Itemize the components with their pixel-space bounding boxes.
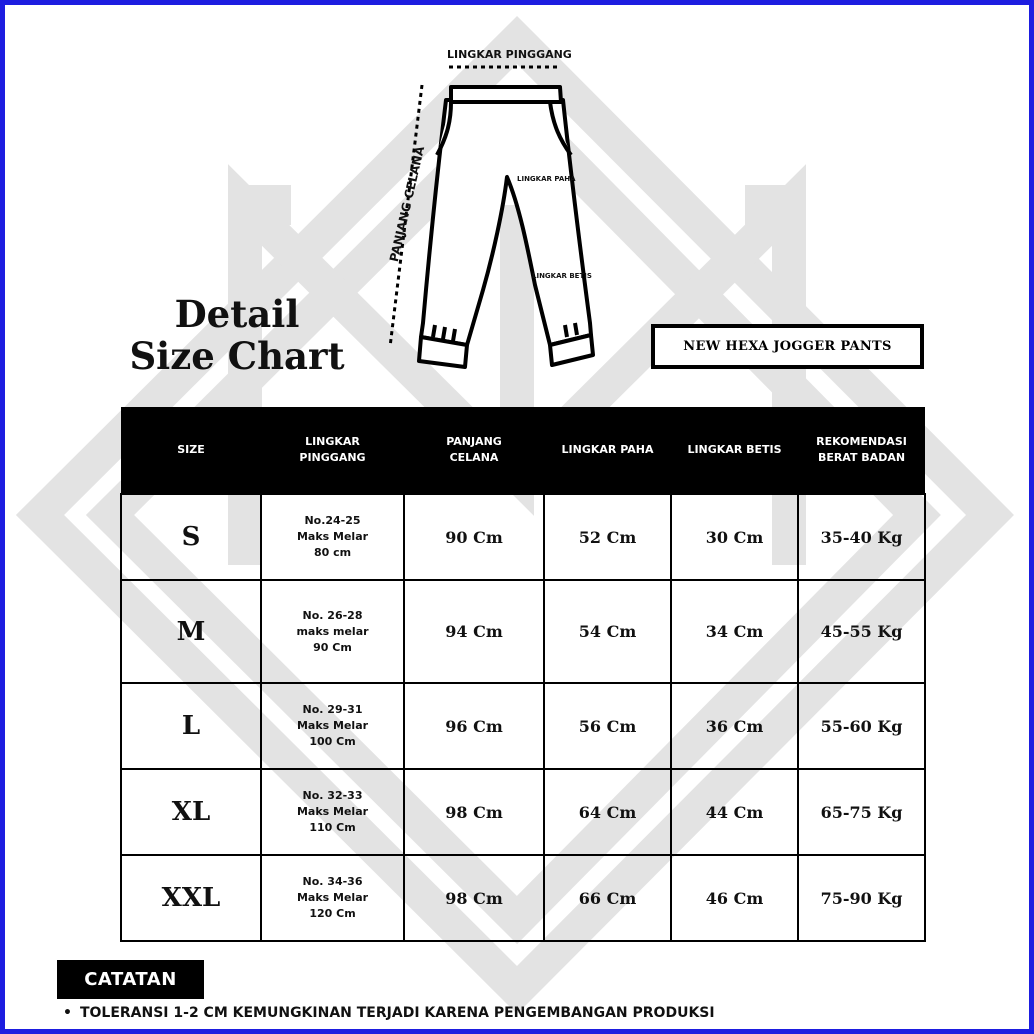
header-calf: LINGKAR BETIS	[671, 407, 798, 494]
note-item: • TOLERANSI 1-2 CM KEMUNGKINAN TERJADI KARENA PENGEMBANGAN PRODUKSI	[63, 1005, 715, 1021]
calf-cell: 46 Cm	[671, 855, 798, 941]
calf-cell: 34 Cm	[671, 580, 798, 683]
header-waist: LINGKAR PINGGANG	[261, 407, 404, 494]
waist-cell: No. 32-33 Maks Melar 110 Cm	[261, 769, 404, 855]
header-thigh: LINGKAR PAHA	[544, 407, 671, 494]
header-size: SIZE	[121, 407, 261, 494]
thigh-cell: 54 Cm	[544, 580, 671, 683]
thigh-cell: 52 Cm	[544, 494, 671, 580]
length-measure-label: PANJANG CELANA	[386, 144, 428, 264]
size-cell: XL	[121, 769, 261, 855]
calf-cell: 36 Cm	[671, 683, 798, 769]
calf-cell: 30 Cm	[671, 494, 798, 580]
calf-cell: 44 Cm	[671, 769, 798, 855]
notes-list	[63, 1005, 715, 1021]
table-row	[121, 580, 925, 683]
weight-cell: 65-75 Kg	[798, 769, 925, 855]
waist-cell: No. 34-36 Maks Melar 120 Cm	[261, 855, 404, 941]
waist-cell: No. 29-31 Maks Melar 100 Cm	[261, 683, 404, 769]
product-name-badge	[651, 324, 924, 369]
size-cell: L	[121, 683, 261, 769]
weight-cell: 55-60 Kg	[798, 683, 925, 769]
length-cell: 98 Cm	[404, 769, 544, 855]
length-cell: 96 Cm	[404, 683, 544, 769]
title-line-2: Size Chart	[129, 334, 345, 378]
product-name: NEW HEXA JOGGER PANTS	[683, 339, 892, 354]
thigh-measure-label: LINGKAR PAHA	[517, 175, 576, 183]
table-row	[121, 683, 925, 769]
size-cell: S	[121, 494, 261, 580]
table-row	[121, 494, 925, 580]
weight-cell: 45-55 Kg	[798, 580, 925, 683]
waist-measure-label: LINGKAR PINGGANG	[447, 48, 572, 61]
notes-header	[57, 960, 204, 999]
size-cell: XXL	[121, 855, 261, 941]
notes-title: CATATAN	[84, 969, 177, 990]
title-line-1: Detail	[174, 292, 300, 336]
calf-measure-label: LINGKAR BETIS	[532, 272, 592, 280]
waist-cell: No.24-25 Maks Melar 80 cm	[261, 494, 404, 580]
header-weight: REKOMENDASI BERAT BADAN	[798, 407, 925, 494]
thigh-cell: 56 Cm	[544, 683, 671, 769]
weight-cell: 35-40 Kg	[798, 494, 925, 580]
waist-cell: No. 26-28 maks melar 90 Cm	[261, 580, 404, 683]
size-cell: M	[121, 580, 261, 683]
weight-cell: 75-90 Kg	[798, 855, 925, 941]
length-cell: 94 Cm	[404, 580, 544, 683]
header-length: PANJANG CELANA	[404, 407, 544, 494]
table-row	[121, 769, 925, 855]
length-cell: 90 Cm	[404, 494, 544, 580]
size-chart-table	[120, 407, 926, 942]
length-cell: 98 Cm	[404, 855, 544, 941]
table-header-row	[121, 407, 925, 494]
thigh-cell: 64 Cm	[544, 769, 671, 855]
page-title	[117, 293, 357, 377]
table-row	[121, 855, 925, 941]
thigh-cell: 66 Cm	[544, 855, 671, 941]
